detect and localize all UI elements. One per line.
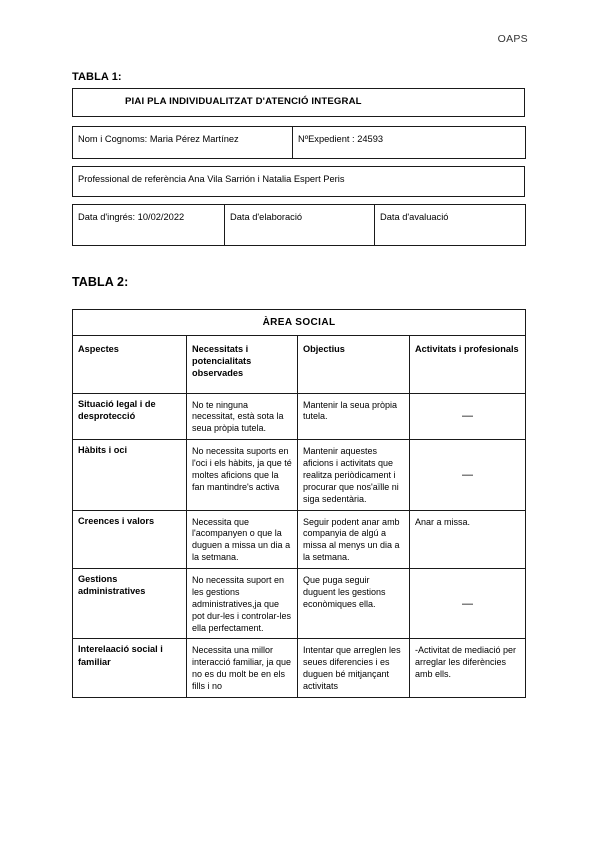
- area-social-title: ÀREA SOCIAL: [73, 310, 526, 336]
- row-activitats: —: [410, 393, 526, 440]
- row-necessitats: No te ninguna necessitat, està sota la seua pròpia tutela.: [187, 393, 298, 440]
- piai-title-cell: PIAI PLA INDIVIDUALITZAT D'ATENCIÓ INTEGRAL: [73, 89, 525, 117]
- expedient-cell: NºExpedient : 24593: [293, 127, 526, 159]
- table2-area-social: [72, 309, 526, 698]
- row-activitats: —: [410, 440, 526, 510]
- table1-title-table: [72, 88, 525, 117]
- row-aspect: Hàbits i oci: [73, 440, 187, 510]
- table-column-headers: [73, 336, 526, 393]
- row-necessitats: No necessita suports en l'oci i els hàbits, ja que té moltes aficions que la fan mantindre's activa: [187, 440, 298, 510]
- page-header-oaps: OAPS: [497, 33, 528, 45]
- table-row: [73, 89, 525, 117]
- row-activitats: Anar a missa.: [410, 510, 526, 569]
- col-header-necessitats: Necessitats i potencialitats observades: [187, 336, 298, 393]
- data-elaboracio-cell: Data d'elaboració: [225, 205, 375, 246]
- row-aspect: Interelaació social i familiar: [73, 639, 187, 698]
- row-aspect: Gestions administratives: [73, 569, 187, 639]
- row-activitats: —: [410, 569, 526, 639]
- row-necessitats: No necessita suport en les gestions administratives,ja que pot dur-les i controlar-les ella perfectament.: [187, 569, 298, 639]
- row-objectius: Que puga seguir duguent les gestions econòmiques ella.: [298, 569, 410, 639]
- tabla2-label: TABLA 2:: [72, 275, 129, 289]
- col-header-activitats: Activitats i profesionals: [410, 336, 526, 393]
- tabla1-label: TABLA 1:: [72, 71, 122, 83]
- row-necessitats: Necessita una millor interacció familiar, ja que no es du molt be en els fills i no: [187, 639, 298, 698]
- table-row: [73, 440, 526, 510]
- table-row: [73, 167, 525, 197]
- name-cell: Nom i Cognoms: Maria Pérez Martínez: [73, 127, 293, 159]
- row-objectius: Mantenir la seua pròpia tutela.: [298, 393, 410, 440]
- data-avaluacio-cell: Data d'avaluació: [375, 205, 526, 246]
- table-row: [73, 569, 526, 639]
- row-necessitats: Necessita que l'acompanyen o que la duguen a missa un dia a la setmana.: [187, 510, 298, 569]
- table-row: [73, 639, 526, 698]
- table1-professional-table: [72, 166, 525, 197]
- row-objectius: Seguir podent anar amb companyia de algú a missa al menys un dia a la setmana.: [298, 510, 410, 569]
- row-objectius: Mantenir aquestes aficions i activitats que realitza periòdicament i procurar que nos'aïlle ni siga sedentària.: [298, 440, 410, 510]
- col-header-aspectes: Aspectes: [73, 336, 187, 393]
- table-row: [73, 205, 526, 246]
- table-row: [73, 510, 526, 569]
- row-objectius: Intentar que arreglen les seues diferencies i es duguen bé mitjançant activitats: [298, 639, 410, 698]
- data-ingres-cell: Data d'ingrés: 10/02/2022: [73, 205, 225, 246]
- table-header-area: [73, 310, 526, 336]
- row-aspect: Situació legal i de desprotecció: [73, 393, 187, 440]
- row-aspect: Creences i valors: [73, 510, 187, 569]
- col-header-objectius: Objectius: [298, 336, 410, 393]
- row-activitats: -Activitat de mediació per arreglar les diferències amb ells.: [410, 639, 526, 698]
- table-row: [73, 127, 526, 159]
- table1-dates-table: [72, 204, 526, 246]
- professional-cell: Professional de referència Ana Vila Sarrión i Natalia Espert Peris: [73, 167, 525, 197]
- table1-name-table: [72, 126, 526, 159]
- table-row: [73, 393, 526, 440]
